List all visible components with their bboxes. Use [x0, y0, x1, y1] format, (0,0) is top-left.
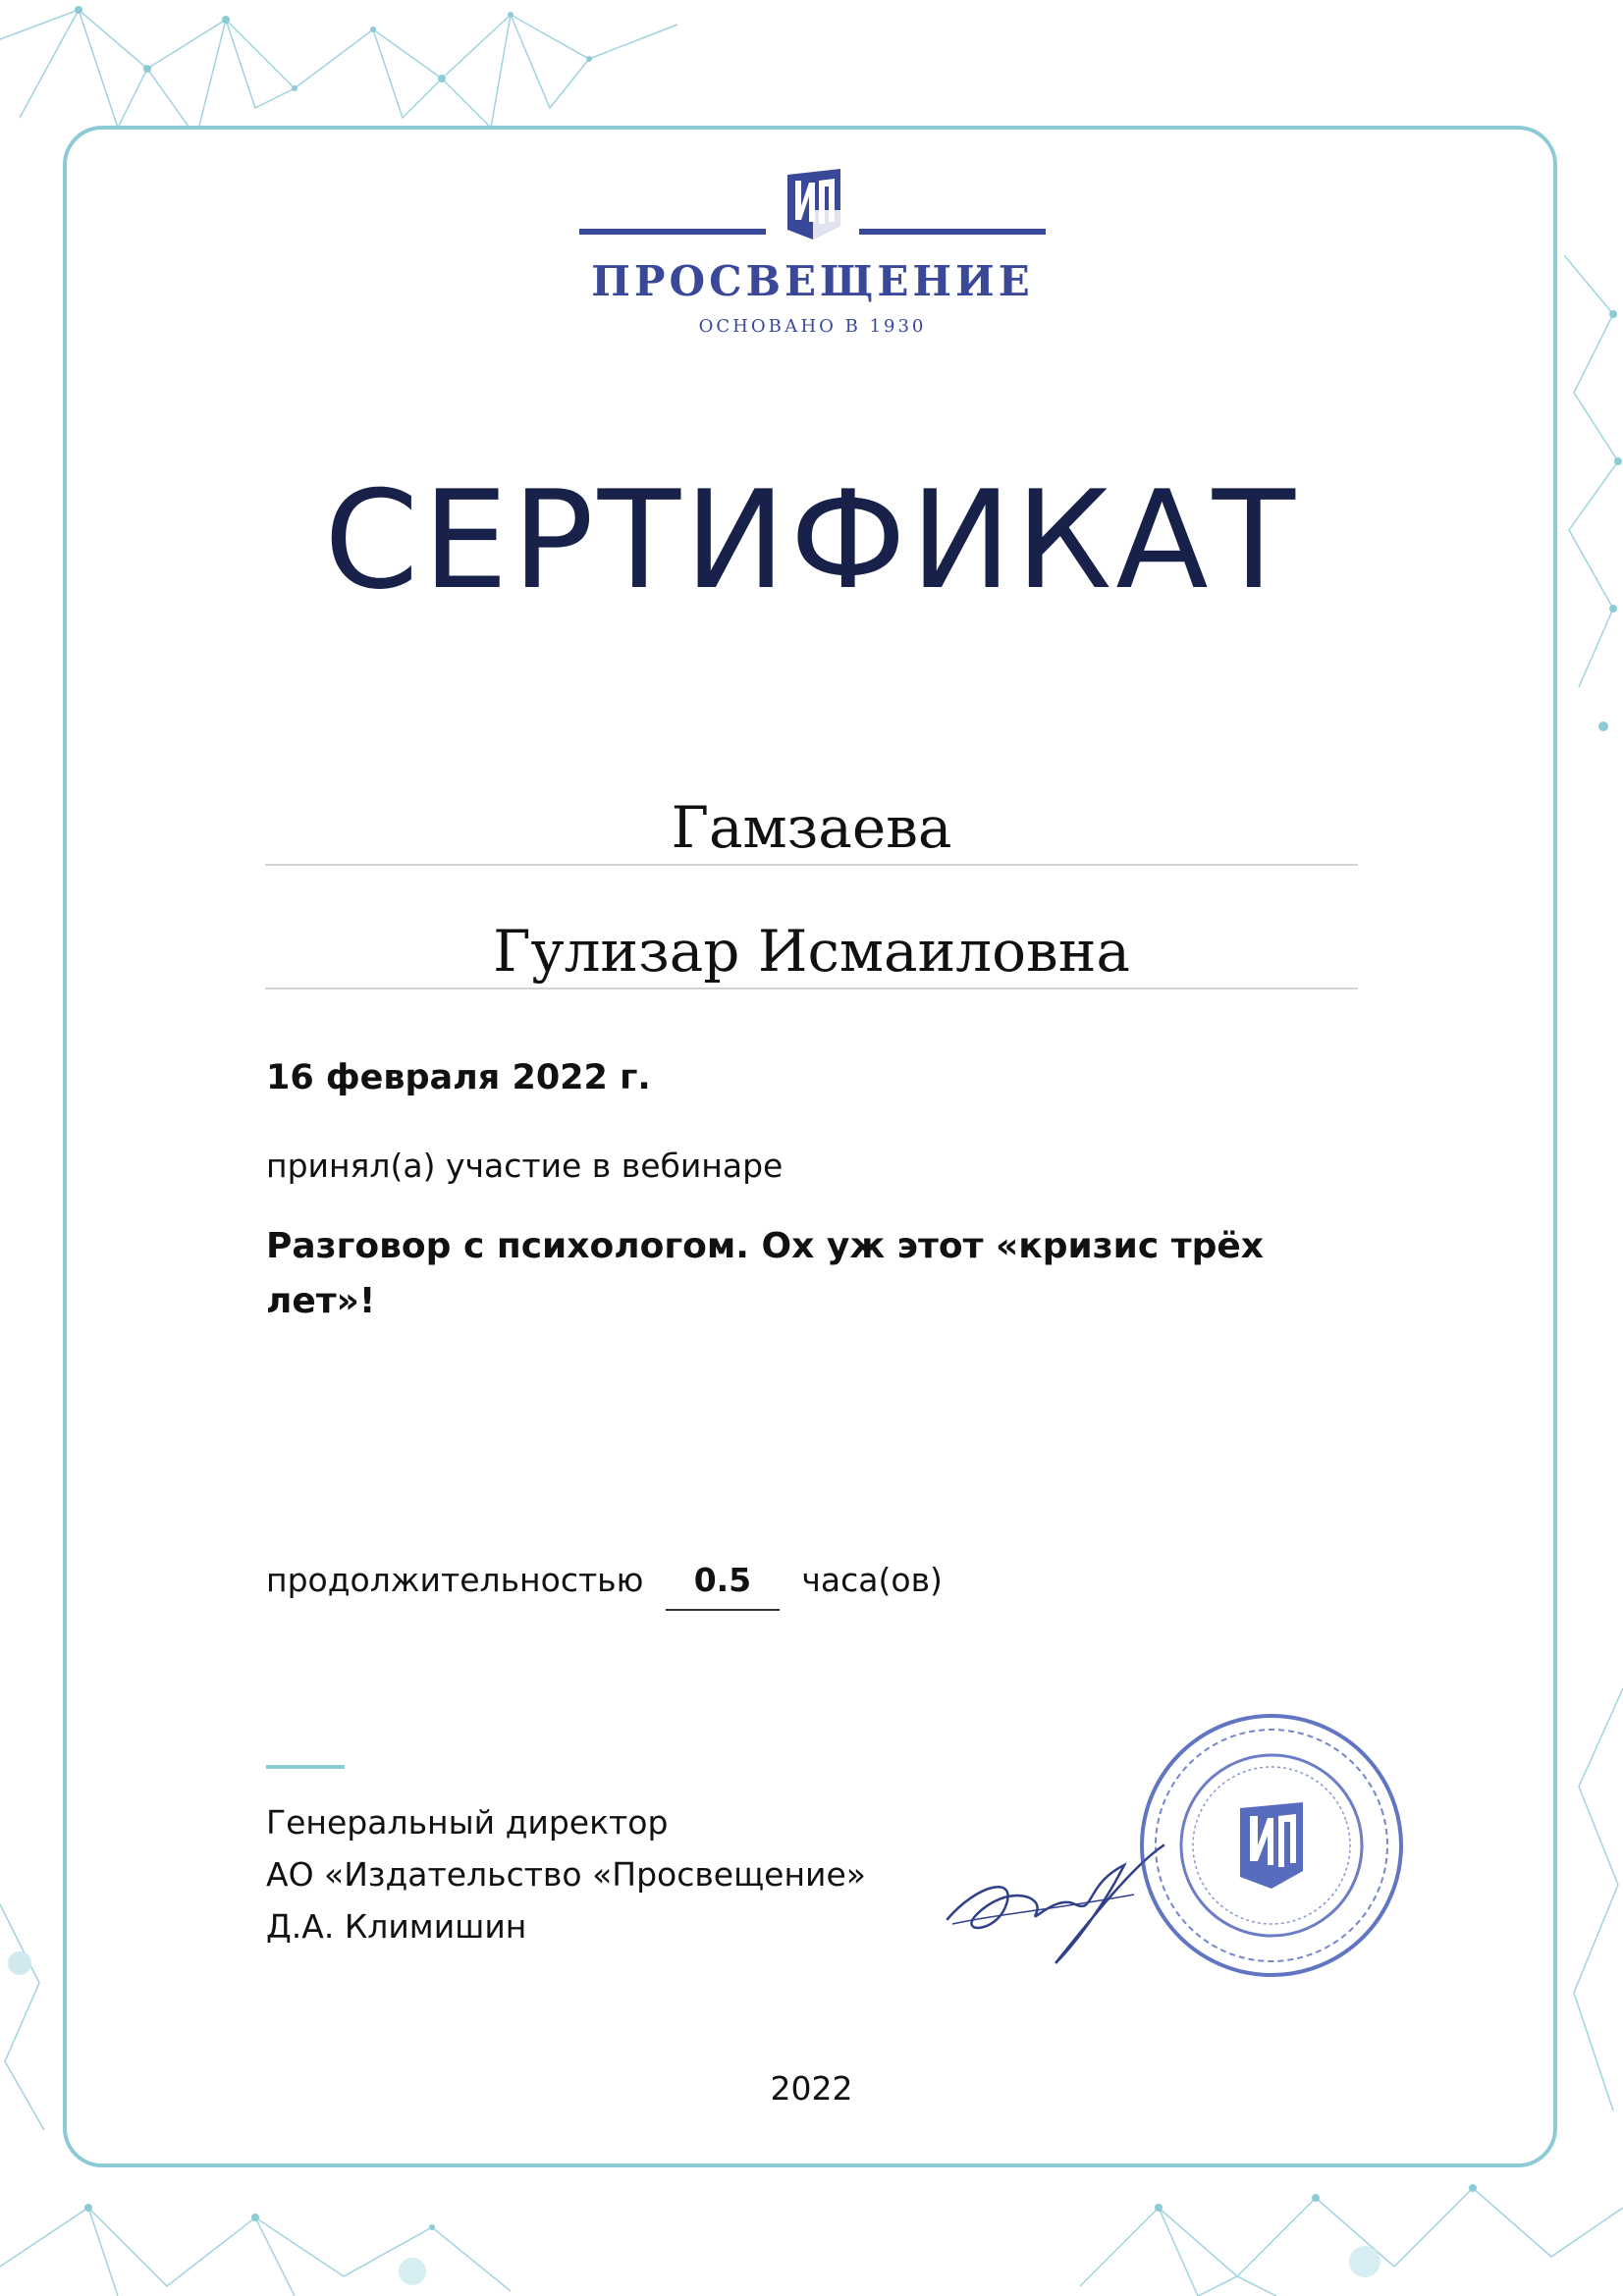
recipient-given-names: Гулизар Исмаиловна: [265, 915, 1358, 989]
recipient-surname: Гамзаева: [265, 791, 1358, 866]
certificate-title: СЕРТИФИКАТ: [324, 461, 1299, 619]
signer-name: Д.А. Климишин: [266, 1907, 527, 1946]
duration-prefix: продолжительностью: [266, 1561, 644, 1599]
network-decoration-bottom: [0, 2149, 1623, 2296]
accent-divider: [266, 1765, 345, 1769]
logo-line-left: [579, 229, 766, 235]
duration-line: [266, 1561, 943, 1611]
official-seal: [1124, 1698, 1419, 1993]
publisher-logo: [574, 167, 1051, 344]
duration-value: 0.5: [666, 1561, 780, 1611]
publisher-founded: ОСНОВАНО В 1930: [698, 316, 927, 337]
webinar-title: Разговор с психологом. Ох уж этот «кризис трёх лет»!: [266, 1226, 1264, 1321]
signer-block: [266, 1796, 866, 1952]
duration-unit: часа(ов): [801, 1561, 943, 1599]
signer-position: Генеральный директор: [266, 1803, 669, 1842]
publisher-emblem-icon: [785, 167, 842, 241]
certificate-year: 2022: [770, 2069, 853, 2108]
publisher-name: ПРОСВЕЩЕНИЕ: [591, 257, 1034, 305]
network-decoration-left: [0, 1865, 59, 2160]
signer-company: АО «Издательство «Просвещение»: [266, 1855, 866, 1894]
logo-line-right: [859, 229, 1046, 235]
event-date: 16 февраля 2022 г.: [266, 1058, 651, 1097]
participation-text: принял(а) участие в вебинаре: [266, 1147, 784, 1185]
